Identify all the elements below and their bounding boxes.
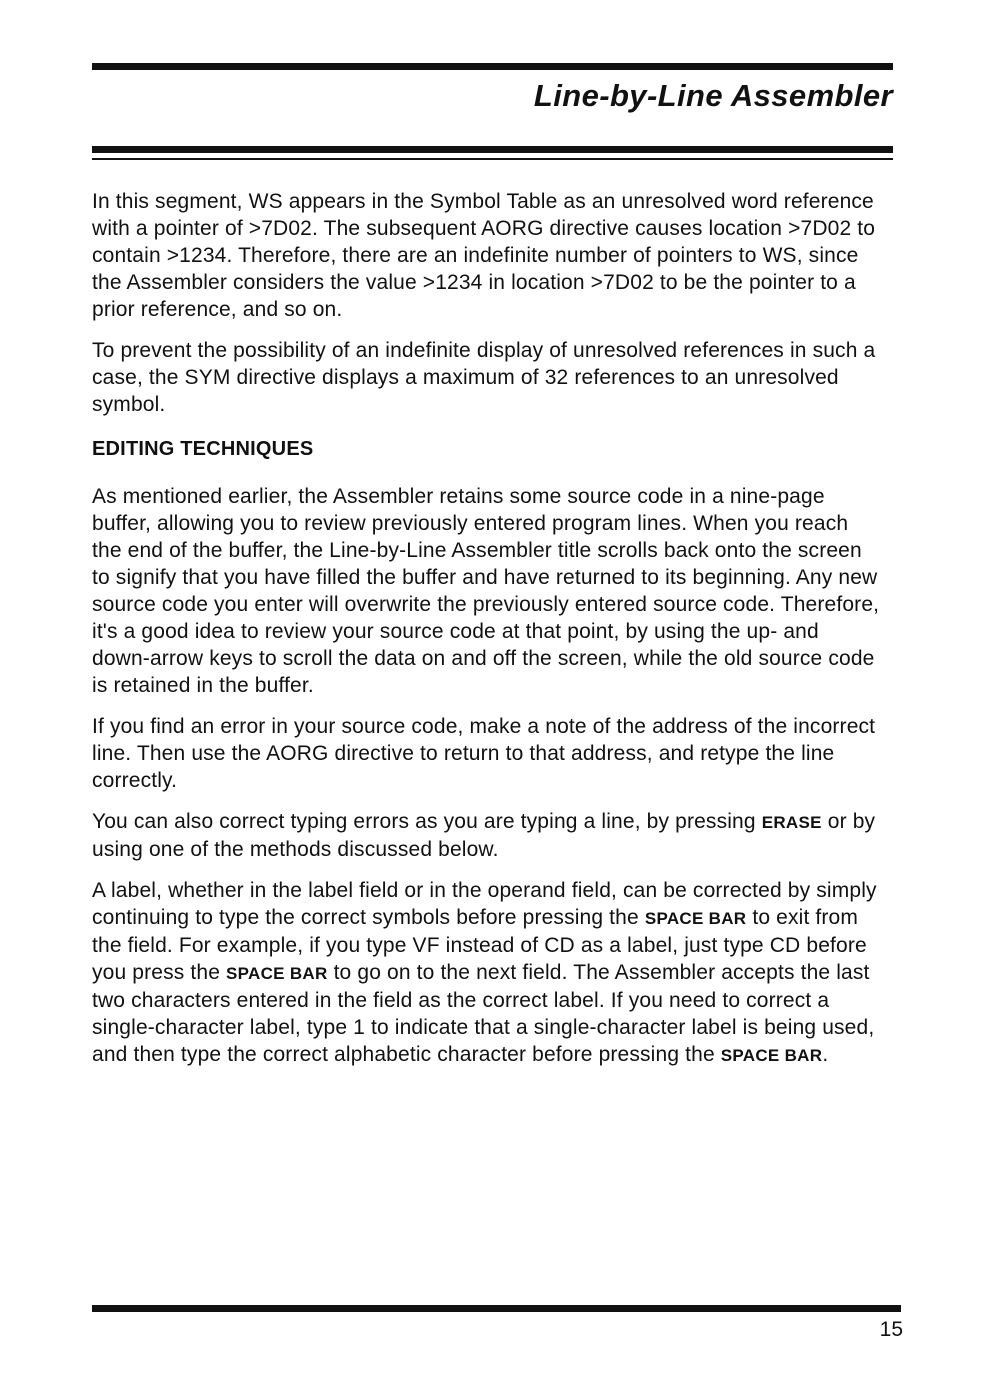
paragraph-text: to exit from the field. For example, if you type VF instead of CD as a label, just type CD before you press the [92,906,867,984]
paragraph-text: or by using one of the methods discussed below. [92,810,876,861]
paragraph-unresolved-reference: In this segment, WS appears in the Symbol Table as an unresolved word reference with a pointer of >7D02. The subsequent AORG directive causes location >7D02 to contain >1234. Therefore, there are an indefinite number of pointers to WS, since the Assembler considers the value >1234 in location >7D02 to be the pointer to a prior reference, and so on. [92,190,876,321]
paragraph-label-correction [92,877,882,1069]
erase-key-label: ERASE [761,813,822,832]
page-number: 15 [879,1318,903,1341]
paragraph-aorg-correction: If you find an error in your source code, make a note of the address of the incorrect line. Then use the AORG directive to return to that address, and retype the line correctly. [92,715,876,792]
space-bar-key-label: SPACE BAR [644,909,747,928]
paragraph-nine-page-buffer: As mentioned earlier, the Assembler retains some source code in a nine-page buffer, allowing you to review previously entered program lines. When you reach the end of the buffer, the Line-by-Line Assembler title scrolls back onto the screen to signify that you have filled the buffer and have returned to its beginning. Any new source code you enter will overwrite the previously entered source code. Therefore, it's a good idea to review your source code at that point, by using the up- and down-arrow keys to scroll the data on and off the screen, while the old source code is retained in the buffer. [92,485,880,697]
space-bar-key-label: SPACE BAR [226,964,328,983]
header-bottom-rule-thick [92,146,893,153]
section-heading-editing-techniques: EDITING TECHNIQUES [92,438,314,460]
header-bottom-rule-thin [92,158,893,160]
page-title: Line-by-Line Assembler [533,78,893,113]
page-body [92,188,882,1083]
paragraph-sym-directive-limit: To prevent the possibility of an indefinite display of unresolved references in such a case, the SYM directive displays a maximum of 32 references to an unresolved symbol. [92,339,876,416]
paragraph-text: to go on to the next field. The Assembler accepts the last two characters entered in the field as the correct label. If you need to correct a single-character label, type 1 to indicate that a single-character label is being used, and then type the correct alphabetic character before pressing the [92,961,875,1066]
paragraph-text: A label, whether in the label field or in the operand field, can be corrected by simply continuing to type the correct symbols before pressing the [92,879,877,929]
space-bar-key-label: SPACE BAR [720,1046,823,1065]
paragraph-text: . [822,1043,829,1066]
header-top-rule [92,63,893,70]
paragraph-erase-key [92,808,882,863]
footer-rule [92,1305,901,1312]
paragraph-text: You can also correct typing errors as you are typing a line, by pressing [92,810,762,833]
